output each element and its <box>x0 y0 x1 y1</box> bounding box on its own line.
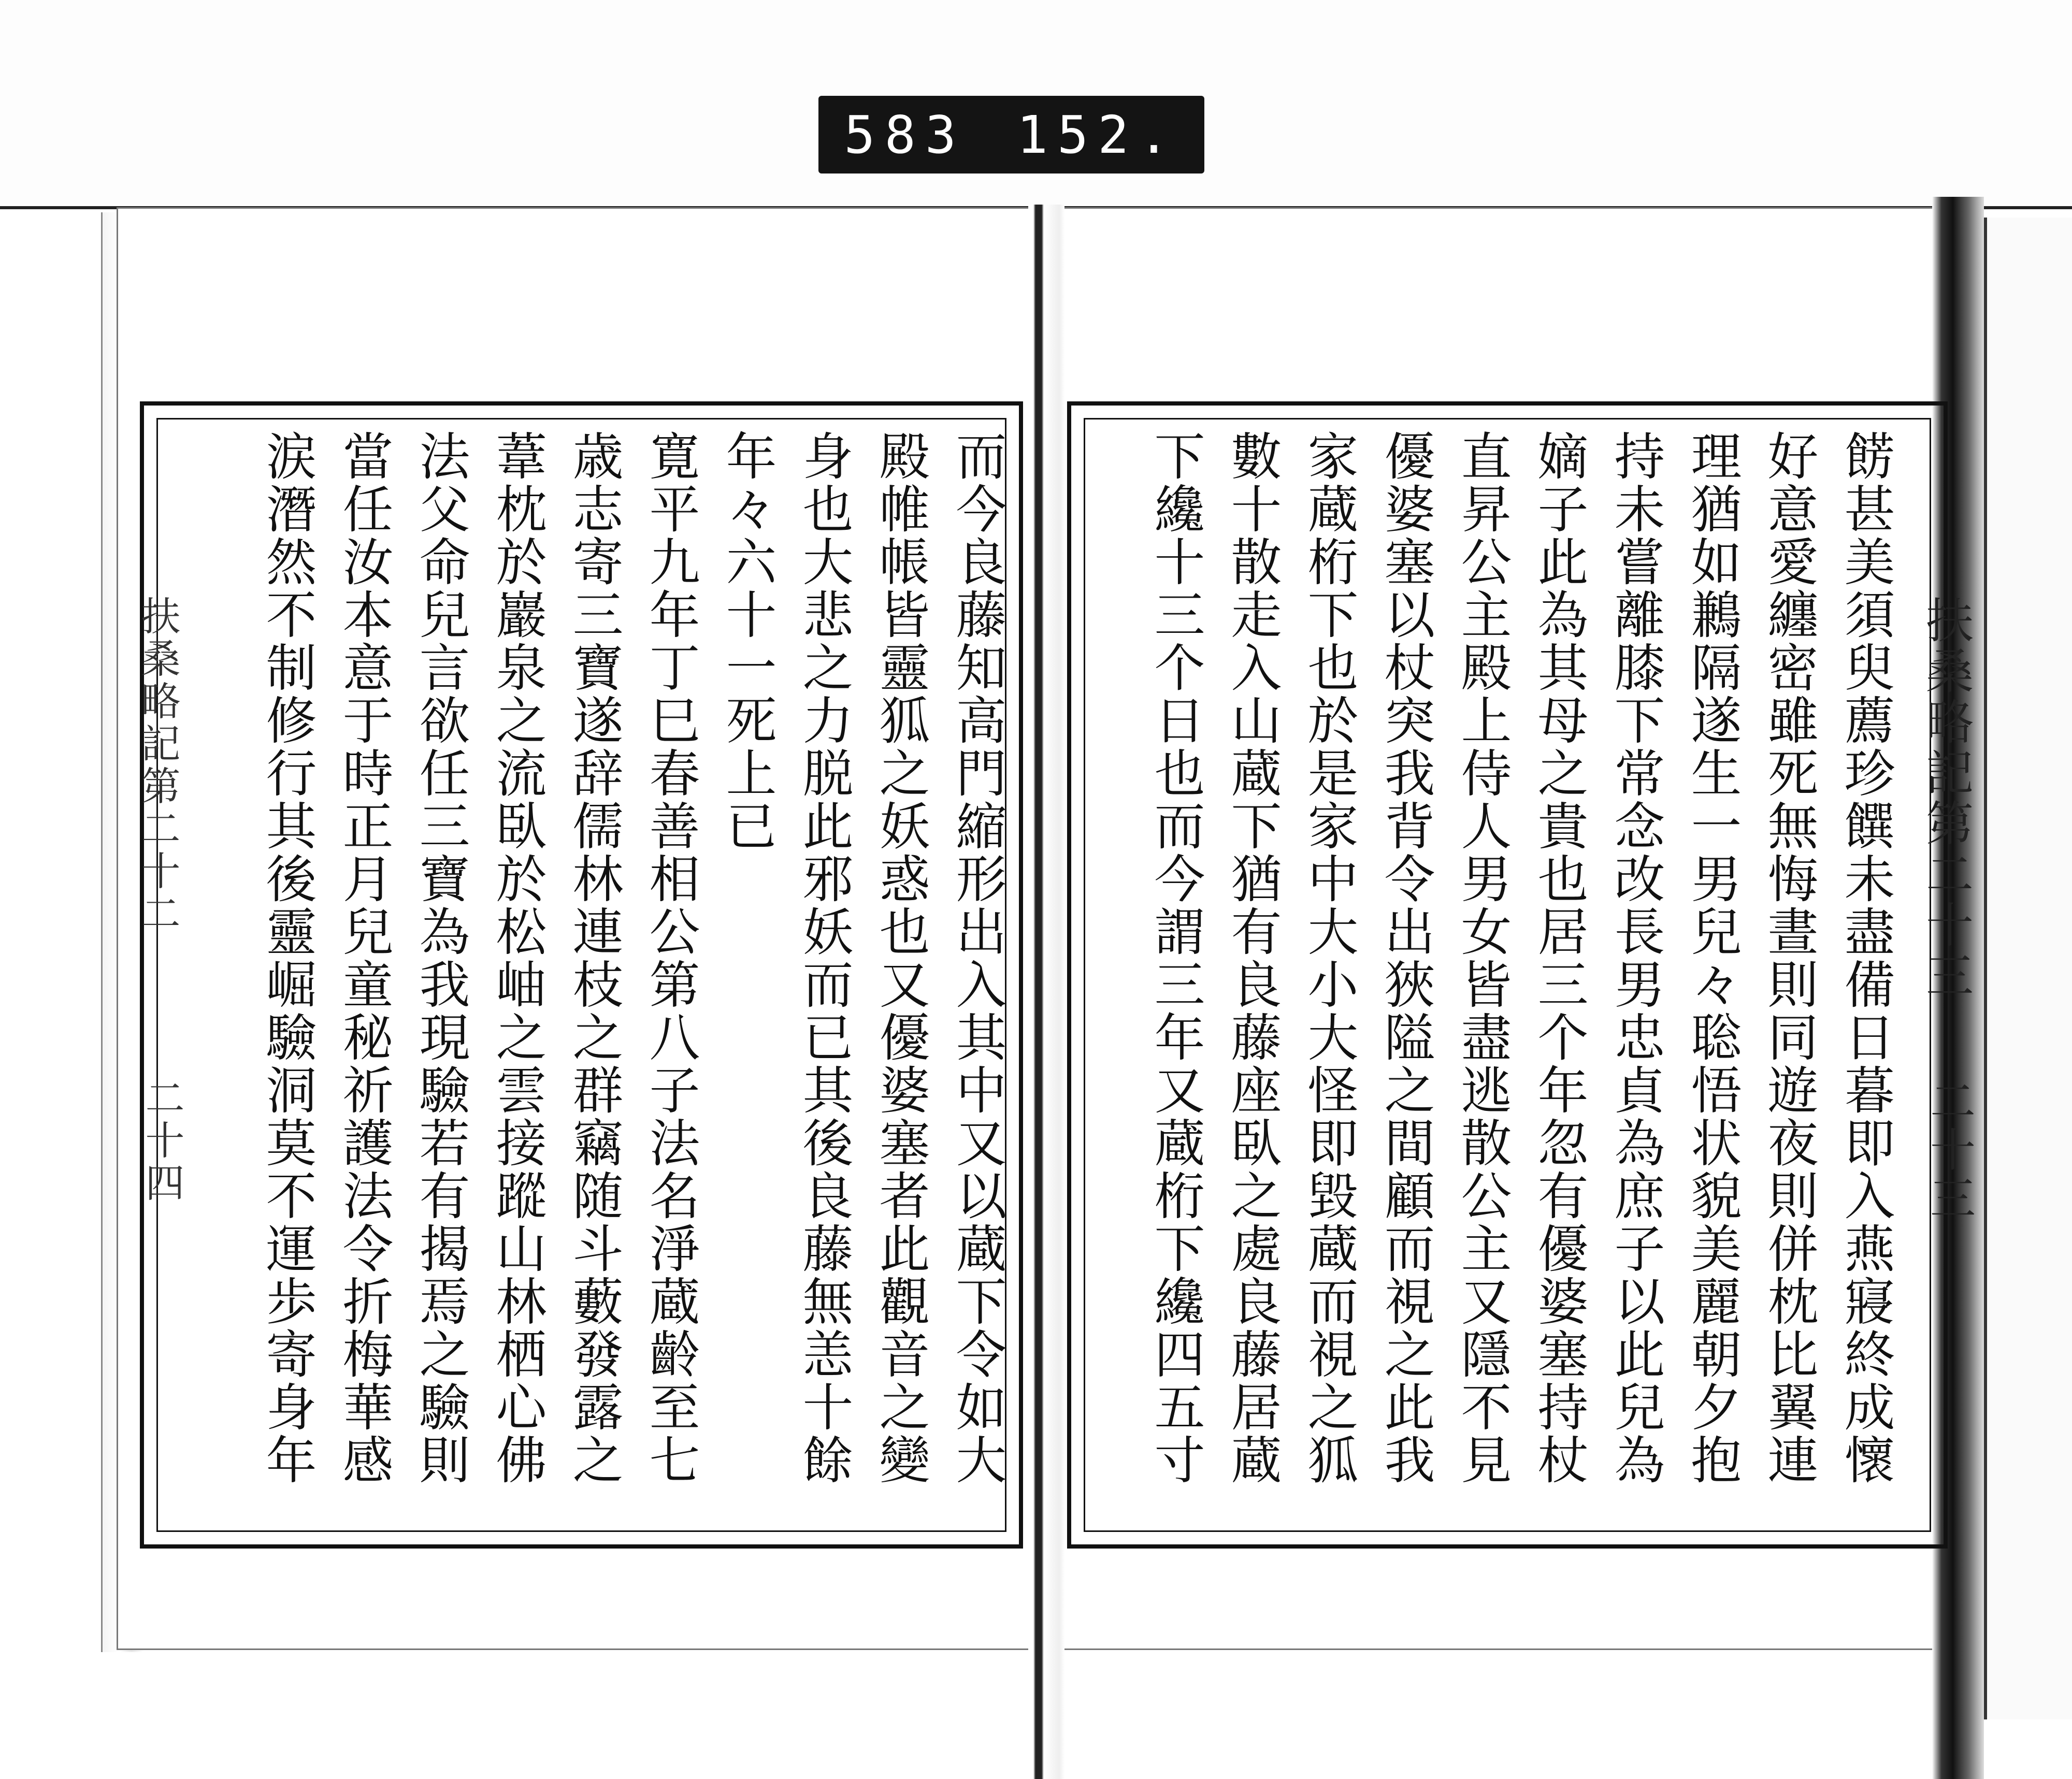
film-frame-label <box>818 96 1204 173</box>
text-column: 優婆塞以杖突我背令出狹隘之間顧而視之此我 <box>1376 430 1435 1486</box>
text-column: 下纔十三个日也而今謂三年又蔵桁下纔四五寸 <box>1146 430 1205 1486</box>
text-column: 身也大悲之力脱此邪妖而已其後良藤無恙十餘 <box>794 430 853 1486</box>
text-column: 餝甚美須臾薦珍饌未盡備日暮即入燕寢終成懷 <box>1836 430 1895 1486</box>
right-running-head: 扶桑略記第二十三 <box>1918 596 1974 1002</box>
text-column: 寛平九年丁巳春善相公第八子法名淨蔵齡至七 <box>641 430 700 1486</box>
text-column: 而今良藤知高門縮形出入其中又以蔵下令如大 <box>947 430 1006 1486</box>
frame-number-right: 152. <box>1016 104 1179 165</box>
text-column: 歳志寄三寶遂辞儒林連枝之群竊随斗藪發露之 <box>564 430 623 1486</box>
text-column: 當任汝本意于時正月兒童秘祈護法令折梅華感 <box>334 430 393 1486</box>
book-gutter <box>1028 205 1064 1779</box>
text-column: 直昇公主殿上侍人男女皆盡逃散公主又隱不見 <box>1452 430 1512 1486</box>
text-column: 理猶如鶼隔遂生一男兒々聡悟状貌美麗朝夕抱 <box>1682 430 1742 1486</box>
left-page-text <box>192 430 1015 1528</box>
text-column: 年々六十一死上已 <box>717 430 776 852</box>
left-running-head: 扶桑略記第二十二 <box>135 596 181 935</box>
text-column: 法父命兒言欲任三寶為我現驗若有揭焉之驗則 <box>411 430 470 1486</box>
text-column: 嫡子此為其母之貴也居三个年忽有優婆塞持杖 <box>1529 430 1588 1486</box>
text-column: 好意愛纏密雖死無悔晝則同遊夜則併枕比翼連 <box>1759 430 1818 1486</box>
text-column: 殿帷帳皆靈狐之妖惑也又優婆塞者此觀音之變 <box>871 430 930 1486</box>
text-column: 數十散走入山蔵下猶有良藤座臥之處良藤居蔵 <box>1222 430 1282 1486</box>
right-folio: 二十三 <box>1923 1077 1976 1223</box>
right-margin <box>1984 218 2072 1719</box>
right-page-text <box>1093 430 1904 1528</box>
text-column: 家蔵桁下也於是家中大小大怪即毀蔵而視之狐 <box>1299 430 1358 1486</box>
text-column: 葦枕於巖泉之流臥於松岫之雲接蹤山林栖心佛 <box>487 430 546 1486</box>
text-column: 涙潛然不制修行其後靈崛驗洞莫不運歩寄身年 <box>257 430 316 1486</box>
text-column: 持未嘗離膝下常念改長男忠貞為庶子以此兒為 <box>1606 430 1665 1486</box>
frame-number-left: 583 <box>844 104 966 165</box>
left-folio: 二十四 <box>139 1077 185 1205</box>
